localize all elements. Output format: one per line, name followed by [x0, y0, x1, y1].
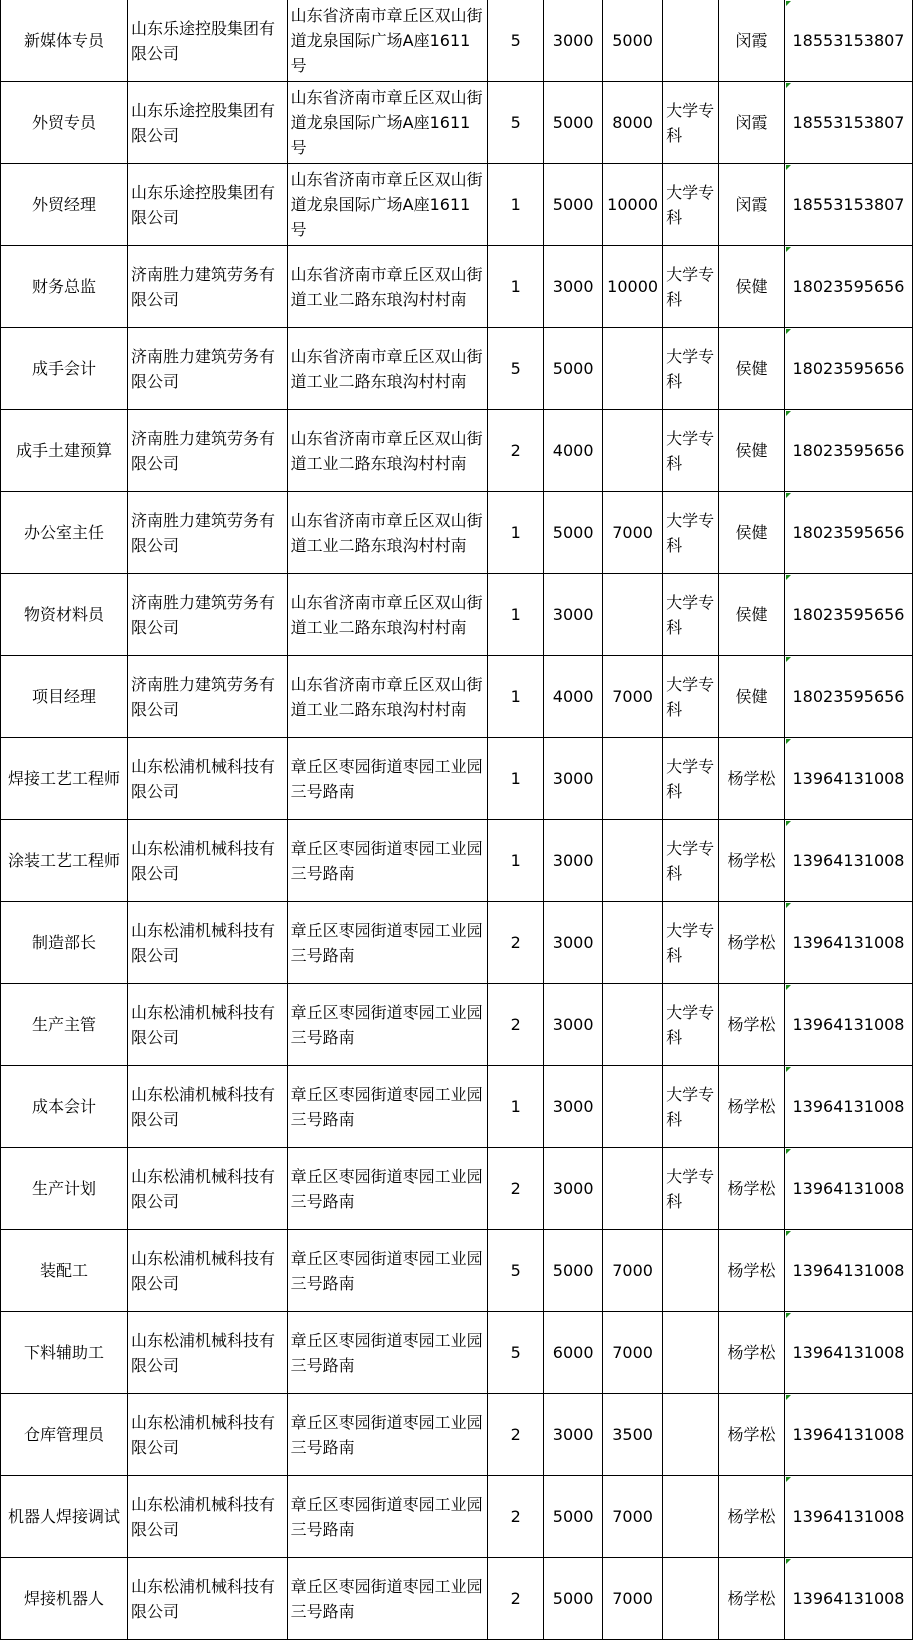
- headcount-cell[interactable]: 1: [488, 246, 544, 328]
- address-cell[interactable]: 山东省济南市章丘区双山街道工业二路东琅沟村村南: [287, 410, 488, 492]
- salary-min-cell[interactable]: 3000: [544, 246, 603, 328]
- company-cell[interactable]: 济南胜力建筑劳务有限公司: [127, 246, 287, 328]
- job-title-cell[interactable]: 焊接机器人: [1, 1558, 128, 1640]
- table-body: [1, 0, 913, 1640]
- company-cell[interactable]: 山东乐途控股集团有限公司: [127, 82, 287, 164]
- address-cell[interactable]: 章丘区枣园街道枣园工业园三号路南: [287, 1230, 488, 1312]
- job-title-cell[interactable]: 生产计划: [1, 1148, 128, 1230]
- salary-min-cell[interactable]: 3000: [544, 1148, 603, 1230]
- table-row: [1, 0, 913, 82]
- job-title-cell[interactable]: 外贸经理: [1, 164, 128, 246]
- education-cell[interactable]: 大学专科: [663, 656, 719, 738]
- education-cell[interactable]: [663, 0, 719, 82]
- education-cell[interactable]: 大学专科: [663, 902, 719, 984]
- phone-cell[interactable]: 13964131008: [784, 1148, 912, 1230]
- phone-cell[interactable]: 18023595656: [784, 656, 912, 738]
- company-cell[interactable]: 山东松浦机械科技有限公司: [127, 1476, 287, 1558]
- salary-max-cell[interactable]: 7000: [603, 1312, 663, 1394]
- phone-cell[interactable]: 18553153807: [784, 0, 912, 82]
- phone-cell[interactable]: 18023595656: [784, 328, 912, 410]
- salary-max-cell[interactable]: [603, 738, 663, 820]
- address-cell[interactable]: 山东省济南市章丘区双山街道龙泉国际广场A座1611号: [287, 164, 488, 246]
- company-cell[interactable]: 山东松浦机械科技有限公司: [127, 1394, 287, 1476]
- address-cell[interactable]: 章丘区枣园街道枣园工业园三号路南: [287, 820, 488, 902]
- salary-min-cell[interactable]: 6000: [544, 1312, 603, 1394]
- table-row: [1, 820, 913, 902]
- headcount-cell[interactable]: 2: [488, 410, 544, 492]
- salary-max-cell[interactable]: 5000: [603, 0, 663, 82]
- contact-cell[interactable]: 杨学松: [719, 984, 785, 1066]
- headcount-cell[interactable]: 5: [488, 0, 544, 82]
- company-cell[interactable]: 山东松浦机械科技有限公司: [127, 1558, 287, 1640]
- table-row: [1, 328, 913, 410]
- education-cell[interactable]: 大学专科: [663, 410, 719, 492]
- phone-cell[interactable]: 13964131008: [784, 902, 912, 984]
- contact-cell[interactable]: 侯健: [719, 410, 785, 492]
- address-cell[interactable]: 章丘区枣园街道枣园工业园三号路南: [287, 1148, 488, 1230]
- table-row: [1, 902, 913, 984]
- job-title-cell[interactable]: 制造部长: [1, 902, 128, 984]
- salary-max-cell[interactable]: 7000: [603, 1476, 663, 1558]
- salary-max-cell[interactable]: [603, 984, 663, 1066]
- salary-max-cell[interactable]: 3500: [603, 1394, 663, 1476]
- job-title-cell[interactable]: 物资材料员: [1, 574, 128, 656]
- headcount-cell[interactable]: 1: [488, 574, 544, 656]
- contact-cell[interactable]: 闵霞: [719, 0, 785, 82]
- table-row: [1, 984, 913, 1066]
- contact-cell[interactable]: 闵霞: [719, 82, 785, 164]
- address-cell[interactable]: 章丘区枣园街道枣园工业园三号路南: [287, 1066, 488, 1148]
- job-title-cell[interactable]: 焊接工艺工程师: [1, 738, 128, 820]
- salary-min-cell[interactable]: 4000: [544, 656, 603, 738]
- headcount-cell[interactable]: 1: [488, 738, 544, 820]
- salary-min-cell[interactable]: 5000: [544, 164, 603, 246]
- phone-cell[interactable]: 13964131008: [784, 1066, 912, 1148]
- contact-cell[interactable]: 侯健: [719, 492, 785, 574]
- salary-min-cell[interactable]: 3000: [544, 1394, 603, 1476]
- contact-cell[interactable]: 侯健: [719, 656, 785, 738]
- education-cell[interactable]: [663, 1476, 719, 1558]
- education-cell[interactable]: [663, 1394, 719, 1476]
- salary-min-cell[interactable]: 3000: [544, 1066, 603, 1148]
- address-cell[interactable]: 章丘区枣园街道枣园工业园三号路南: [287, 738, 488, 820]
- phone-cell[interactable]: 18553153807: [784, 82, 912, 164]
- headcount-cell[interactable]: 5: [488, 1230, 544, 1312]
- address-cell[interactable]: 山东省济南市章丘区双山街道工业二路东琅沟村村南: [287, 492, 488, 574]
- salary-min-cell[interactable]: 5000: [544, 1230, 603, 1312]
- table-row: [1, 1066, 913, 1148]
- company-cell[interactable]: 山东松浦机械科技有限公司: [127, 1066, 287, 1148]
- phone-cell[interactable]: 13964131008: [784, 738, 912, 820]
- salary-max-cell[interactable]: 7000: [603, 656, 663, 738]
- address-cell[interactable]: 山东省济南市章丘区双山街道工业二路东琅沟村村南: [287, 656, 488, 738]
- headcount-cell[interactable]: 1: [488, 1066, 544, 1148]
- salary-min-cell[interactable]: 4000: [544, 410, 603, 492]
- job-title-cell[interactable]: 财务总监: [1, 246, 128, 328]
- table-row: [1, 1230, 913, 1312]
- education-cell[interactable]: 大学专科: [663, 492, 719, 574]
- job-title-cell[interactable]: 新媒体专员: [1, 0, 128, 82]
- salary-min-cell[interactable]: 5000: [544, 328, 603, 410]
- education-cell[interactable]: [663, 1312, 719, 1394]
- company-cell[interactable]: 山东松浦机械科技有限公司: [127, 738, 287, 820]
- table-row: [1, 656, 913, 738]
- salary-max-cell[interactable]: 7000: [603, 1558, 663, 1640]
- job-title-cell[interactable]: 涂装工艺工程师: [1, 820, 128, 902]
- table-row: [1, 1394, 913, 1476]
- company-cell[interactable]: 山东乐途控股集团有限公司: [127, 164, 287, 246]
- salary-max-cell[interactable]: [603, 820, 663, 902]
- salary-min-cell[interactable]: 3000: [544, 984, 603, 1066]
- phone-cell[interactable]: 13964131008: [784, 820, 912, 902]
- education-cell[interactable]: 大学专科: [663, 164, 719, 246]
- salary-max-cell[interactable]: [603, 1066, 663, 1148]
- phone-cell[interactable]: 13964131008: [784, 1312, 912, 1394]
- company-cell[interactable]: 山东松浦机械科技有限公司: [127, 1312, 287, 1394]
- table-row: [1, 82, 913, 164]
- contact-cell[interactable]: 杨学松: [719, 902, 785, 984]
- headcount-cell[interactable]: 1: [488, 164, 544, 246]
- address-cell[interactable]: 章丘区枣园街道枣园工业园三号路南: [287, 984, 488, 1066]
- table-row: [1, 1558, 913, 1640]
- contact-cell[interactable]: 杨学松: [719, 1230, 785, 1312]
- company-cell[interactable]: 山东乐途控股集团有限公司: [127, 0, 287, 82]
- address-cell[interactable]: 章丘区枣园街道枣园工业园三号路南: [287, 1558, 488, 1640]
- contact-cell[interactable]: 杨学松: [719, 1558, 785, 1640]
- education-cell[interactable]: [663, 1230, 719, 1312]
- phone-cell[interactable]: 13964131008: [784, 984, 912, 1066]
- education-cell[interactable]: [663, 1558, 719, 1640]
- contact-cell[interactable]: 杨学松: [719, 1476, 785, 1558]
- company-cell[interactable]: 山东松浦机械科技有限公司: [127, 820, 287, 902]
- table-row: [1, 246, 913, 328]
- phone-cell[interactable]: 18023595656: [784, 574, 912, 656]
- education-cell[interactable]: 大学专科: [663, 1066, 719, 1148]
- company-cell[interactable]: 济南胜力建筑劳务有限公司: [127, 574, 287, 656]
- company-cell[interactable]: 济南胜力建筑劳务有限公司: [127, 328, 287, 410]
- salary-min-cell[interactable]: 5000: [544, 82, 603, 164]
- company-cell[interactable]: 济南胜力建筑劳务有限公司: [127, 656, 287, 738]
- contact-cell[interactable]: 杨学松: [719, 1148, 785, 1230]
- company-cell[interactable]: 济南胜力建筑劳务有限公司: [127, 492, 287, 574]
- contact-cell[interactable]: 杨学松: [719, 738, 785, 820]
- address-cell[interactable]: 山东省济南市章丘区双山街道工业二路东琅沟村村南: [287, 574, 488, 656]
- headcount-cell[interactable]: 1: [488, 492, 544, 574]
- job-title-cell[interactable]: 下料辅助工: [1, 1312, 128, 1394]
- headcount-cell[interactable]: 2: [488, 1476, 544, 1558]
- phone-cell[interactable]: 13964131008: [784, 1558, 912, 1640]
- salary-min-cell[interactable]: 3000: [544, 574, 603, 656]
- phone-cell[interactable]: 18023595656: [784, 246, 912, 328]
- education-cell[interactable]: 大学专科: [663, 328, 719, 410]
- headcount-cell[interactable]: 5: [488, 328, 544, 410]
- headcount-cell[interactable]: 2: [488, 984, 544, 1066]
- headcount-cell[interactable]: 5: [488, 1312, 544, 1394]
- salary-max-cell[interactable]: 7000: [603, 1230, 663, 1312]
- contact-cell[interactable]: 侯健: [719, 328, 785, 410]
- salary-min-cell[interactable]: 5000: [544, 1476, 603, 1558]
- address-cell[interactable]: 章丘区枣园街道枣园工业园三号路南: [287, 902, 488, 984]
- address-cell[interactable]: 章丘区枣园街道枣园工业园三号路南: [287, 1394, 488, 1476]
- salary-min-cell[interactable]: 3000: [544, 902, 603, 984]
- salary-max-cell[interactable]: [603, 902, 663, 984]
- salary-max-cell[interactable]: [603, 410, 663, 492]
- salary-max-cell[interactable]: [603, 1148, 663, 1230]
- salary-max-cell[interactable]: [603, 574, 663, 656]
- table-row: [1, 164, 913, 246]
- company-cell[interactable]: 山东松浦机械科技有限公司: [127, 1148, 287, 1230]
- job-title-cell[interactable]: 仓库管理员: [1, 1394, 128, 1476]
- salary-max-cell[interactable]: 7000: [603, 492, 663, 574]
- education-cell[interactable]: 大学专科: [663, 574, 719, 656]
- company-cell[interactable]: 山东松浦机械科技有限公司: [127, 984, 287, 1066]
- job-title-cell[interactable]: 成手土建预算: [1, 410, 128, 492]
- salary-min-cell[interactable]: 3000: [544, 738, 603, 820]
- company-cell[interactable]: 济南胜力建筑劳务有限公司: [127, 410, 287, 492]
- address-cell[interactable]: 山东省济南市章丘区双山街道工业二路东琅沟村村南: [287, 246, 488, 328]
- company-cell[interactable]: 山东松浦机械科技有限公司: [127, 1230, 287, 1312]
- table-row: [1, 1148, 913, 1230]
- education-cell[interactable]: 大学专科: [663, 820, 719, 902]
- address-cell[interactable]: 山东省济南市章丘区双山街道龙泉国际广场A座1611号: [287, 0, 488, 82]
- salary-max-cell[interactable]: 10000: [603, 164, 663, 246]
- salary-min-cell[interactable]: 5000: [544, 492, 603, 574]
- contact-cell[interactable]: 杨学松: [719, 1394, 785, 1476]
- phone-cell[interactable]: 18023595656: [784, 492, 912, 574]
- contact-cell[interactable]: 侯健: [719, 246, 785, 328]
- education-cell[interactable]: 大学专科: [663, 738, 719, 820]
- headcount-cell[interactable]: 2: [488, 1148, 544, 1230]
- headcount-cell[interactable]: 2: [488, 902, 544, 984]
- job-title-cell[interactable]: 成本会计: [1, 1066, 128, 1148]
- job-title-cell[interactable]: 办公室主任: [1, 492, 128, 574]
- headcount-cell[interactable]: 2: [488, 1558, 544, 1640]
- job-title-cell[interactable]: 装配工: [1, 1230, 128, 1312]
- job-title-cell[interactable]: 成手会计: [1, 328, 128, 410]
- table-row: [1, 1312, 913, 1394]
- headcount-cell[interactable]: 1: [488, 820, 544, 902]
- table-row: [1, 1476, 913, 1558]
- education-cell[interactable]: 大学专科: [663, 1148, 719, 1230]
- salary-min-cell[interactable]: 3000: [544, 820, 603, 902]
- education-cell[interactable]: 大学专科: [663, 246, 719, 328]
- phone-cell[interactable]: 18023595656: [784, 410, 912, 492]
- salary-max-cell[interactable]: 8000: [603, 82, 663, 164]
- salary-max-cell[interactable]: 10000: [603, 246, 663, 328]
- job-title-cell[interactable]: 生产主管: [1, 984, 128, 1066]
- education-cell[interactable]: 大学专科: [663, 984, 719, 1066]
- phone-cell[interactable]: 13964131008: [784, 1476, 912, 1558]
- address-cell[interactable]: 章丘区枣园街道枣园工业园三号路南: [287, 1312, 488, 1394]
- phone-cell[interactable]: 13964131008: [784, 1394, 912, 1476]
- company-cell[interactable]: 山东松浦机械科技有限公司: [127, 902, 287, 984]
- contact-cell[interactable]: 杨学松: [719, 820, 785, 902]
- job-title-cell[interactable]: 机器人焊接调试: [1, 1476, 128, 1558]
- address-cell[interactable]: 山东省济南市章丘区双山街道龙泉国际广场A座1611号: [287, 82, 488, 164]
- table-row: [1, 574, 913, 656]
- job-title-cell[interactable]: 外贸专员: [1, 82, 128, 164]
- contact-cell[interactable]: 侯健: [719, 574, 785, 656]
- address-cell[interactable]: 山东省济南市章丘区双山街道工业二路东琅沟村村南: [287, 328, 488, 410]
- phone-cell[interactable]: 13964131008: [784, 1230, 912, 1312]
- contact-cell[interactable]: 杨学松: [719, 1312, 785, 1394]
- headcount-cell[interactable]: 1: [488, 656, 544, 738]
- table-row: [1, 410, 913, 492]
- headcount-cell[interactable]: 2: [488, 1394, 544, 1476]
- salary-max-cell[interactable]: [603, 328, 663, 410]
- contact-cell[interactable]: 杨学松: [719, 1066, 785, 1148]
- contact-cell[interactable]: 闵霞: [719, 164, 785, 246]
- salary-min-cell[interactable]: 5000: [544, 1558, 603, 1640]
- salary-min-cell[interactable]: 3000: [544, 0, 603, 82]
- job-title-cell[interactable]: 项目经理: [1, 656, 128, 738]
- address-cell[interactable]: 章丘区枣园街道枣园工业园三号路南: [287, 1476, 488, 1558]
- phone-cell[interactable]: 18553153807: [784, 164, 912, 246]
- table-row: [1, 738, 913, 820]
- education-cell[interactable]: 大学专科: [663, 82, 719, 164]
- headcount-cell[interactable]: 5: [488, 82, 544, 164]
- table-row: [1, 492, 913, 574]
